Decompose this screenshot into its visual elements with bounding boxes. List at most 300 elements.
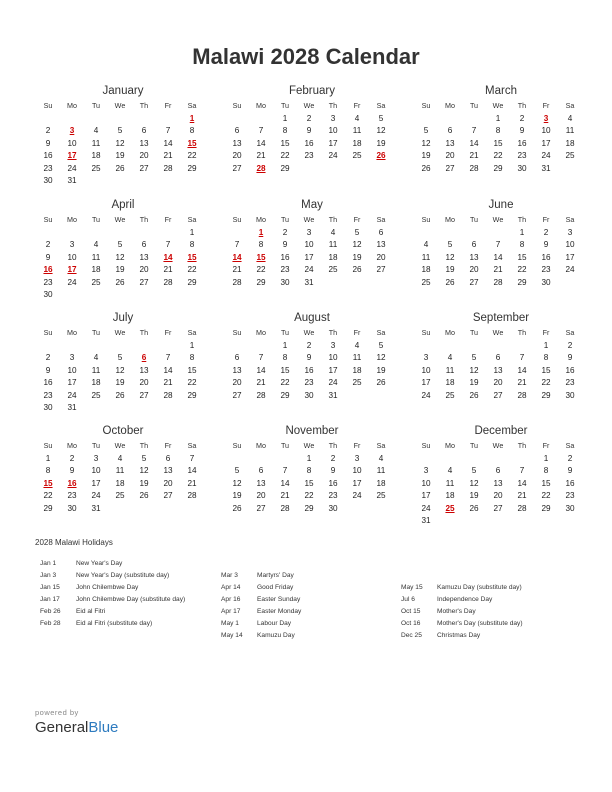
- day-cell: 21: [187, 478, 197, 488]
- day-cell: 29: [517, 277, 527, 287]
- day-cell: 18: [445, 378, 455, 387]
- day-cell: 31: [304, 277, 314, 287]
- day-cell: 13: [493, 365, 503, 375]
- empty-cell: [438, 340, 462, 353]
- day-cell: 11: [328, 240, 338, 249]
- day-cell: 11: [91, 138, 101, 148]
- day-cell: 17: [541, 138, 551, 148]
- weekday-header: We: [114, 328, 126, 337]
- day-cell: 4: [93, 240, 99, 249]
- day-cell: 24: [421, 503, 431, 513]
- holiday-date: Feb 26: [40, 608, 61, 615]
- day-cell: 21: [163, 265, 173, 274]
- day-cell: 11: [115, 466, 125, 475]
- empty-cell: [486, 227, 510, 240]
- holiday-name: Easter Monday: [257, 608, 302, 615]
- holiday-name: Easter Sunday: [257, 596, 301, 603]
- day-cell: 3: [93, 453, 99, 463]
- day-cell: 1: [495, 113, 501, 123]
- day-cell: 10: [328, 353, 338, 362]
- holiday-day: 15: [187, 138, 197, 148]
- weekday-header: Th: [328, 328, 338, 337]
- day-cell: 5: [378, 340, 384, 350]
- weekday-header: We: [303, 328, 315, 337]
- day-cell: 25: [91, 390, 101, 400]
- day-cell: 30: [304, 390, 314, 400]
- weekday-header: Mo: [445, 215, 455, 224]
- month-title: April: [111, 199, 135, 211]
- holiday-day: 3: [69, 126, 75, 135]
- weekday-header: Fr: [542, 215, 550, 224]
- day-cell: 8: [282, 353, 288, 362]
- day-cell: 10: [352, 466, 362, 475]
- day-cell: 21: [256, 378, 266, 387]
- empty-cell: [60, 340, 84, 353]
- holiday-day: 16: [67, 478, 77, 488]
- day-cell: 28: [232, 277, 242, 287]
- day-cell: 11: [565, 126, 575, 135]
- day-cell: 16: [565, 365, 575, 375]
- day-cell: 29: [541, 503, 551, 513]
- day-cell: 12: [376, 126, 386, 135]
- day-cell: 19: [115, 151, 125, 160]
- weekday-header: Fr: [353, 215, 361, 224]
- day-cell: 14: [469, 138, 479, 148]
- day-cell: 12: [352, 240, 362, 249]
- month-title: May: [301, 199, 323, 211]
- month-april: [38, 196, 208, 302]
- day-cell: 30: [43, 403, 53, 412]
- day-cell: 9: [330, 466, 336, 475]
- day-cell: 7: [165, 353, 171, 362]
- day-cell: 12: [469, 478, 479, 488]
- holiday-row: [221, 594, 301, 606]
- holiday-day: 15: [43, 478, 53, 488]
- empty-cell: [486, 453, 510, 466]
- empty-cell: [225, 113, 249, 126]
- holiday-row: [40, 570, 185, 582]
- weekday-header: Fr: [353, 441, 361, 450]
- day-cell: 7: [471, 126, 477, 135]
- day-cell: 17: [421, 378, 431, 387]
- day-cell: 5: [447, 240, 453, 249]
- day-cell: 27: [445, 163, 455, 173]
- day-cell: 19: [115, 265, 125, 274]
- day-cell: 2: [567, 340, 573, 350]
- weekday-header: We: [492, 215, 504, 224]
- day-cell: 7: [258, 126, 264, 135]
- day-cell: 20: [376, 252, 386, 262]
- day-cell: 18: [115, 478, 125, 488]
- month-title: November: [285, 425, 339, 437]
- holiday-name: Good Friday: [257, 584, 294, 591]
- day-cell: 21: [469, 151, 479, 160]
- day-cell: 29: [187, 390, 197, 400]
- day-cell: 3: [567, 227, 573, 237]
- day-cell: 11: [421, 252, 431, 262]
- weekday-header: Su: [43, 215, 53, 224]
- weekday-header: Th: [517, 215, 527, 224]
- weekday-header: Fr: [353, 328, 361, 337]
- weekday-header: Th: [139, 215, 149, 224]
- holiday-name: Kamuzu Day: [257, 632, 295, 639]
- day-cell: 19: [376, 138, 386, 148]
- empty-cell: [132, 113, 156, 126]
- holiday-date: Oct 16: [401, 620, 421, 627]
- day-cell: 27: [163, 491, 173, 500]
- day-cell: 12: [232, 478, 242, 488]
- day-cell: 27: [232, 163, 242, 173]
- weekday-header: We: [303, 441, 315, 450]
- day-cell: 13: [469, 252, 479, 262]
- empty-cell: [132, 227, 156, 240]
- weekday-header: Fr: [542, 441, 550, 450]
- day-cell: 5: [471, 353, 477, 362]
- day-cell: 4: [567, 113, 573, 123]
- empty-cell: [462, 453, 486, 466]
- holiday-row: [401, 606, 523, 618]
- weekday-header: Su: [421, 101, 431, 110]
- day-cell: 30: [328, 503, 338, 513]
- weekday-header: Fr: [542, 328, 550, 337]
- weekday-header: Fr: [164, 101, 172, 110]
- empty-cell: [108, 340, 132, 353]
- holiday-date: Jan 17: [40, 596, 60, 603]
- day-cell: 3: [330, 340, 336, 350]
- month-title: July: [112, 312, 134, 324]
- weekday-header: Tu: [280, 101, 290, 110]
- weekday-header: Mo: [445, 441, 455, 450]
- holiday-day: 15: [256, 252, 266, 262]
- day-cell: 3: [306, 227, 312, 237]
- day-cell: 15: [280, 365, 290, 375]
- day-cell: 25: [91, 163, 101, 173]
- month-march: [416, 82, 586, 175]
- day-cell: 1: [282, 340, 288, 350]
- day-cell: 6: [234, 353, 240, 362]
- month-december: [416, 422, 586, 528]
- holiday-name: John Chilembwe Day: [76, 584, 139, 591]
- day-cell: 20: [469, 265, 479, 274]
- day-cell: 25: [352, 151, 362, 160]
- day-cell: 17: [565, 252, 575, 262]
- day-cell: 27: [232, 390, 242, 400]
- day-cell: 5: [423, 126, 429, 135]
- day-cell: 24: [91, 491, 101, 500]
- empty-cell: [225, 453, 249, 466]
- day-cell: 7: [234, 240, 240, 249]
- day-cell: 16: [565, 478, 575, 488]
- day-cell: 17: [328, 365, 338, 375]
- weekday-header: Su: [232, 441, 242, 450]
- day-cell: 10: [67, 252, 77, 262]
- empty-cell: [84, 113, 108, 126]
- weekday-header: Su: [232, 328, 242, 337]
- holiday-day: 14: [163, 252, 173, 262]
- day-cell: 17: [67, 378, 77, 387]
- weekday-header: Tu: [91, 215, 101, 224]
- day-cell: 25: [352, 378, 362, 387]
- weekday-header: Su: [43, 101, 53, 110]
- day-cell: 15: [517, 252, 527, 262]
- holiday-date: Oct 15: [401, 608, 421, 615]
- holiday-name: Martyrs' Day: [257, 572, 294, 579]
- month-day-grid: [36, 440, 208, 515]
- day-cell: 21: [256, 151, 266, 160]
- holiday-date: Apr 16: [221, 596, 241, 603]
- empty-cell: [36, 227, 60, 240]
- empty-cell: [156, 227, 180, 240]
- weekday-header: We: [492, 441, 504, 450]
- empty-cell: [273, 453, 297, 466]
- empty-cell: [414, 227, 438, 240]
- weekday-header: Th: [517, 441, 527, 450]
- month-january: [38, 82, 208, 188]
- weekday-header: Tu: [469, 441, 479, 450]
- empty-cell: [249, 340, 273, 353]
- day-cell: 7: [189, 453, 195, 463]
- weekday-header: Sa: [376, 328, 386, 337]
- day-cell: 26: [115, 277, 125, 287]
- day-cell: 1: [543, 453, 549, 463]
- day-cell: 26: [469, 390, 479, 400]
- day-cell: 21: [517, 491, 527, 500]
- holiday-day: 17: [67, 265, 77, 274]
- empty-cell: [510, 340, 534, 353]
- day-cell: 30: [541, 277, 551, 287]
- day-cell: 18: [328, 252, 338, 262]
- day-cell: 19: [232, 491, 242, 500]
- holiday-day: 26: [376, 151, 386, 160]
- day-cell: 31: [67, 403, 77, 412]
- day-cell: 17: [304, 252, 314, 262]
- day-cell: 20: [493, 491, 503, 500]
- day-cell: 20: [139, 265, 149, 274]
- day-cell: 7: [495, 240, 501, 249]
- day-cell: 6: [258, 466, 264, 475]
- day-cell: 25: [421, 277, 431, 287]
- month-june: [416, 196, 586, 289]
- day-cell: 21: [163, 378, 173, 387]
- day-cell: 9: [567, 466, 573, 475]
- day-cell: 7: [165, 126, 171, 135]
- day-cell: 2: [282, 227, 288, 237]
- month-february: [227, 82, 397, 175]
- day-cell: 13: [256, 478, 266, 488]
- empty-cell: [84, 340, 108, 353]
- day-cell: 25: [328, 265, 338, 274]
- empty-cell: [60, 113, 84, 126]
- weekday-header: Th: [328, 441, 338, 450]
- day-cell: 2: [306, 113, 312, 123]
- day-cell: 29: [280, 390, 290, 400]
- day-cell: 3: [423, 466, 429, 475]
- holiday-day: 1: [258, 227, 264, 237]
- month-day-grid: [414, 214, 586, 289]
- day-cell: 6: [165, 453, 171, 463]
- day-cell: 26: [376, 378, 386, 387]
- weekday-header: Su: [232, 101, 242, 110]
- holiday-row: [40, 594, 185, 606]
- day-cell: 1: [543, 340, 549, 350]
- holiday-column: [401, 582, 523, 642]
- day-cell: 1: [519, 227, 525, 237]
- day-cell: 26: [445, 277, 455, 287]
- holiday-date: Jan 1: [40, 560, 57, 567]
- day-cell: 29: [304, 503, 314, 513]
- day-cell: 26: [115, 390, 125, 400]
- month-may: [227, 196, 397, 289]
- day-cell: 28: [469, 163, 479, 173]
- day-cell: 13: [493, 478, 503, 488]
- day-cell: 9: [282, 240, 288, 249]
- day-cell: 20: [256, 491, 266, 500]
- holiday-date: Feb 28: [40, 620, 61, 627]
- weekday-header: Mo: [67, 215, 77, 224]
- day-cell: 31: [421, 516, 431, 525]
- weekday-header: We: [114, 441, 126, 450]
- holiday-date: Dec 25: [401, 632, 422, 639]
- day-cell: 29: [541, 390, 551, 400]
- weekday-header: Sa: [565, 101, 575, 110]
- weekday-header: Fr: [164, 328, 172, 337]
- holiday-row: [401, 618, 523, 630]
- day-cell: 14: [517, 365, 527, 375]
- holiday-row: [401, 594, 523, 606]
- day-cell: 1: [45, 453, 51, 463]
- day-cell: 4: [423, 240, 429, 249]
- day-cell: 7: [519, 353, 525, 362]
- empty-cell: [36, 340, 60, 353]
- day-cell: 13: [139, 252, 149, 262]
- day-cell: 21: [232, 265, 242, 274]
- day-cell: 7: [519, 466, 525, 475]
- day-cell: 11: [352, 353, 362, 362]
- day-cell: 26: [232, 503, 242, 513]
- day-cell: 23: [541, 265, 551, 274]
- holiday-date: May 15: [401, 584, 423, 591]
- day-cell: 18: [91, 151, 101, 160]
- holiday-day: 14: [232, 252, 242, 262]
- weekday-header: Fr: [164, 215, 172, 224]
- day-cell: 4: [93, 353, 99, 362]
- empty-cell: [225, 340, 249, 353]
- day-cell: 26: [421, 163, 431, 173]
- holiday-day: 17: [67, 151, 77, 160]
- day-cell: 22: [256, 265, 266, 274]
- day-cell: 22: [187, 151, 197, 160]
- weekday-header: Sa: [376, 101, 386, 110]
- day-cell: 17: [91, 478, 101, 488]
- day-cell: 5: [471, 466, 477, 475]
- weekday-header: Tu: [280, 441, 290, 450]
- day-cell: 20: [163, 478, 173, 488]
- weekday-header: Su: [43, 441, 53, 450]
- day-cell: 15: [280, 138, 290, 148]
- day-cell: 22: [493, 151, 503, 160]
- day-cell: 30: [517, 163, 527, 173]
- holiday-row: [221, 630, 301, 642]
- day-cell: 28: [163, 163, 173, 173]
- empty-cell: [108, 227, 132, 240]
- day-cell: 5: [234, 466, 240, 475]
- day-cell: 22: [517, 265, 527, 274]
- day-cell: 10: [67, 138, 77, 148]
- holiday-name: Christmas Day: [437, 632, 481, 639]
- holiday-column: [40, 558, 185, 630]
- weekday-header: Tu: [469, 101, 479, 110]
- day-cell: 27: [493, 503, 503, 513]
- day-cell: 14: [256, 365, 266, 375]
- weekday-header: Fr: [353, 101, 361, 110]
- day-cell: 23: [280, 265, 290, 274]
- day-cell: 2: [330, 453, 336, 463]
- day-cell: 3: [423, 353, 429, 362]
- weekday-header: Su: [43, 328, 53, 337]
- day-cell: 11: [352, 126, 362, 135]
- day-cell: 20: [445, 151, 455, 160]
- day-cell: 4: [117, 453, 123, 463]
- holiday-date: May 1: [221, 620, 239, 627]
- weekday-header: Sa: [565, 328, 575, 337]
- day-cell: 31: [91, 503, 101, 513]
- day-cell: 15: [541, 478, 551, 488]
- empty-cell: [510, 453, 534, 466]
- day-cell: 20: [232, 378, 242, 387]
- weekday-header: Tu: [280, 215, 290, 224]
- day-cell: 24: [304, 265, 314, 274]
- day-cell: 24: [67, 163, 77, 173]
- day-cell: 22: [280, 378, 290, 387]
- holiday-row: [221, 606, 301, 618]
- weekday-header: Th: [328, 215, 338, 224]
- day-cell: 8: [189, 240, 195, 249]
- holiday-date: May 14: [221, 632, 243, 639]
- day-cell: 31: [67, 176, 77, 185]
- day-cell: 13: [163, 466, 173, 475]
- day-cell: 23: [304, 151, 314, 160]
- weekday-header: We: [114, 215, 126, 224]
- day-cell: 27: [493, 390, 503, 400]
- day-cell: 10: [421, 365, 431, 375]
- day-cell: 29: [187, 163, 197, 173]
- day-cell: 12: [139, 466, 149, 475]
- weekday-header: Fr: [164, 441, 172, 450]
- holiday-name: Mother's Day: [437, 608, 476, 615]
- weekday-header: We: [114, 101, 126, 110]
- day-cell: 4: [447, 466, 453, 475]
- weekday-header: Tu: [91, 328, 101, 337]
- day-cell: 18: [91, 265, 101, 274]
- weekday-header: We: [492, 101, 504, 110]
- day-cell: 16: [304, 138, 314, 148]
- holiday-name: Eid al Fitri (substitute day): [76, 620, 153, 627]
- day-cell: 9: [45, 138, 51, 148]
- day-cell: 14: [517, 478, 527, 488]
- day-cell: 8: [519, 240, 525, 249]
- day-cell: 12: [469, 365, 479, 375]
- month-day-grid: [225, 214, 397, 289]
- weekday-header: Mo: [256, 215, 266, 224]
- day-cell: 6: [495, 353, 501, 362]
- holiday-date: Jan 3: [40, 572, 57, 579]
- empty-cell: [249, 453, 273, 466]
- day-cell: 16: [304, 365, 314, 375]
- weekday-header: Sa: [187, 328, 197, 337]
- day-cell: 2: [543, 227, 549, 237]
- day-cell: 9: [306, 353, 312, 362]
- day-cell: 8: [543, 353, 549, 362]
